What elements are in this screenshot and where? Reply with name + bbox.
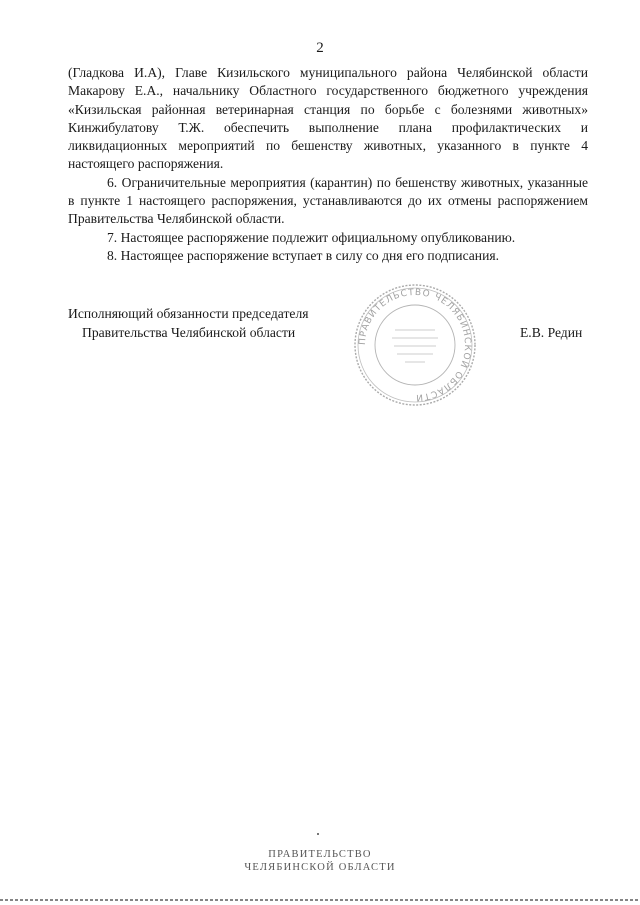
signature-block [0, 306, 640, 406]
footer-line1: ПРАВИТЕЛЬСТВО [268, 849, 372, 860]
paragraph-item-8: 8. Настоящее распоряжение вступает в силу со дня его подписания. [107, 247, 500, 263]
signatory-title-line2: Правительства Челябинской области [82, 325, 296, 340]
paragraph-continuation: (Гладкова И.А), Главе Кизильского муниципального района Челябинской области Макарову Е.А., начальнику Областного государственного бюджетного учреждения «Кизильская районная ветеринарная станция по борьбе с болезнями животных» Кинжибулатову Т.Ж. обеспечить выполнение плана профилактических и ликвидационных мероприятий по бешенству животных, указанного в пункте 4 настоящего распоряжения. [68, 65, 588, 172]
page-number: 2 [316, 40, 324, 56]
official-seal-stamp [350, 280, 480, 410]
signatory-name: Е.В. Редин [520, 325, 583, 340]
scan-edge-line [0, 899, 640, 901]
paragraph-item-6: 6. Ограничительные мероприятия (карантин) по бешенству животных, указанные в пункте 1 настоящего распоряжения, устанавливаются до их отмены распоряжением Правительства Челябинской области. [68, 174, 588, 227]
document-body [68, 64, 588, 265]
scan-artifact-dot [317, 833, 319, 835]
footer-watermark [0, 848, 640, 874]
footer-line2: ЧЕЛЯБИНСКОЙ ОБЛАСТИ [244, 862, 396, 873]
paragraph-item-7: 7. Настоящее распоряжение подлежит официальному опубликованию. [107, 229, 516, 245]
seal-ring-text: ПРАВИТЕЛЬСТВО ЧЕЛЯБИНСКОЙ ОБЛАСТИ [357, 287, 473, 403]
signatory-title-line1: Исполняющий обязанности председателя [68, 306, 309, 321]
